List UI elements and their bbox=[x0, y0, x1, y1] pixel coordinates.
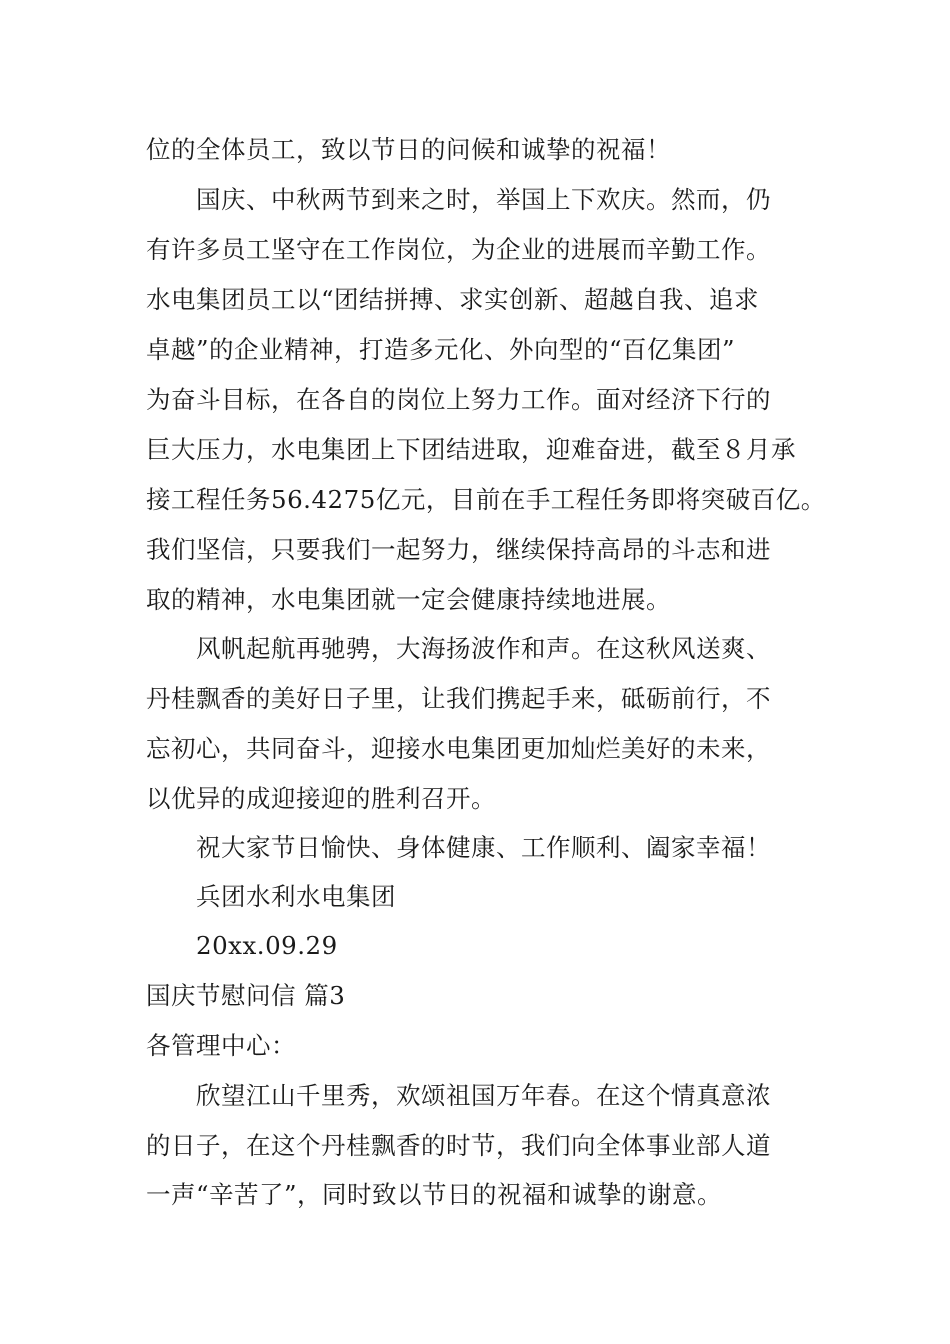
salutation: 各管理中心： bbox=[146, 1031, 296, 1060]
signature: 兵团水利水电集团 bbox=[196, 882, 396, 911]
text-line: 一声“辛苦了”，同时致以节日的祝福和诚挚的谢意。 bbox=[146, 1180, 723, 1209]
text-line: 位的全体员工，致以节日的问候和诚挚的祝福！ bbox=[146, 135, 671, 164]
date: 20xx.09.29 bbox=[196, 931, 338, 960]
closing-wish: 祝大家节日愉快、身体健康、工作顺利、阖家幸福！ bbox=[196, 833, 771, 862]
text-line: 的日子，在这个丹桂飘香的时节，我们向全体事业部人道 bbox=[146, 1131, 771, 1160]
text-line: 水电集团员工以“团结拼搏、求实创新、超越自我、追求 bbox=[146, 285, 760, 314]
text-line: 为奋斗目标，在各自的岗位上努力工作。面对经济下行的 bbox=[146, 385, 771, 414]
text-line: 我们坚信，只要我们一起努力，继续保持高昂的斗志和进 bbox=[146, 535, 771, 564]
text-line: 国庆、中秋两节到来之时，举国上下欢庆。然而，仍 bbox=[196, 185, 771, 214]
text-line: 有许多员工坚守在工作岗位，为企业的进展而辛勤工作。 bbox=[146, 235, 771, 264]
text-line: 巨大压力，水电集团上下团结进取，迎难奋进，截至８月承 bbox=[146, 435, 796, 464]
text-line: 取的精神，水电集团就一定会健康持续地进展。 bbox=[146, 585, 671, 614]
text-line: 卓越”的企业精神，打造多元化、外向型的“百亿集团” bbox=[146, 335, 736, 364]
section-heading: 国庆节慰问信 篇3 bbox=[146, 981, 346, 1010]
text-line: 以优异的成迎接迎的胜利召开。 bbox=[146, 784, 496, 813]
text-line: 欣望江山千里秀，欢颂祖国万年春。在这个情真意浓 bbox=[196, 1081, 771, 1110]
text-line: 接工程任务56.4275亿元，目前在手工程任务即将突破百亿。 bbox=[146, 485, 826, 514]
text-line: 丹桂飘香的美好日子里，让我们携起手来，砥砺前行，不 bbox=[146, 684, 771, 713]
text-line: 忘初心，共同奋斗，迎接水电集团更加灿烂美好的未来， bbox=[146, 734, 771, 763]
text-line: 风帆起航再驰骋，大海扬波作和声。在这秋风送爽、 bbox=[196, 634, 771, 663]
